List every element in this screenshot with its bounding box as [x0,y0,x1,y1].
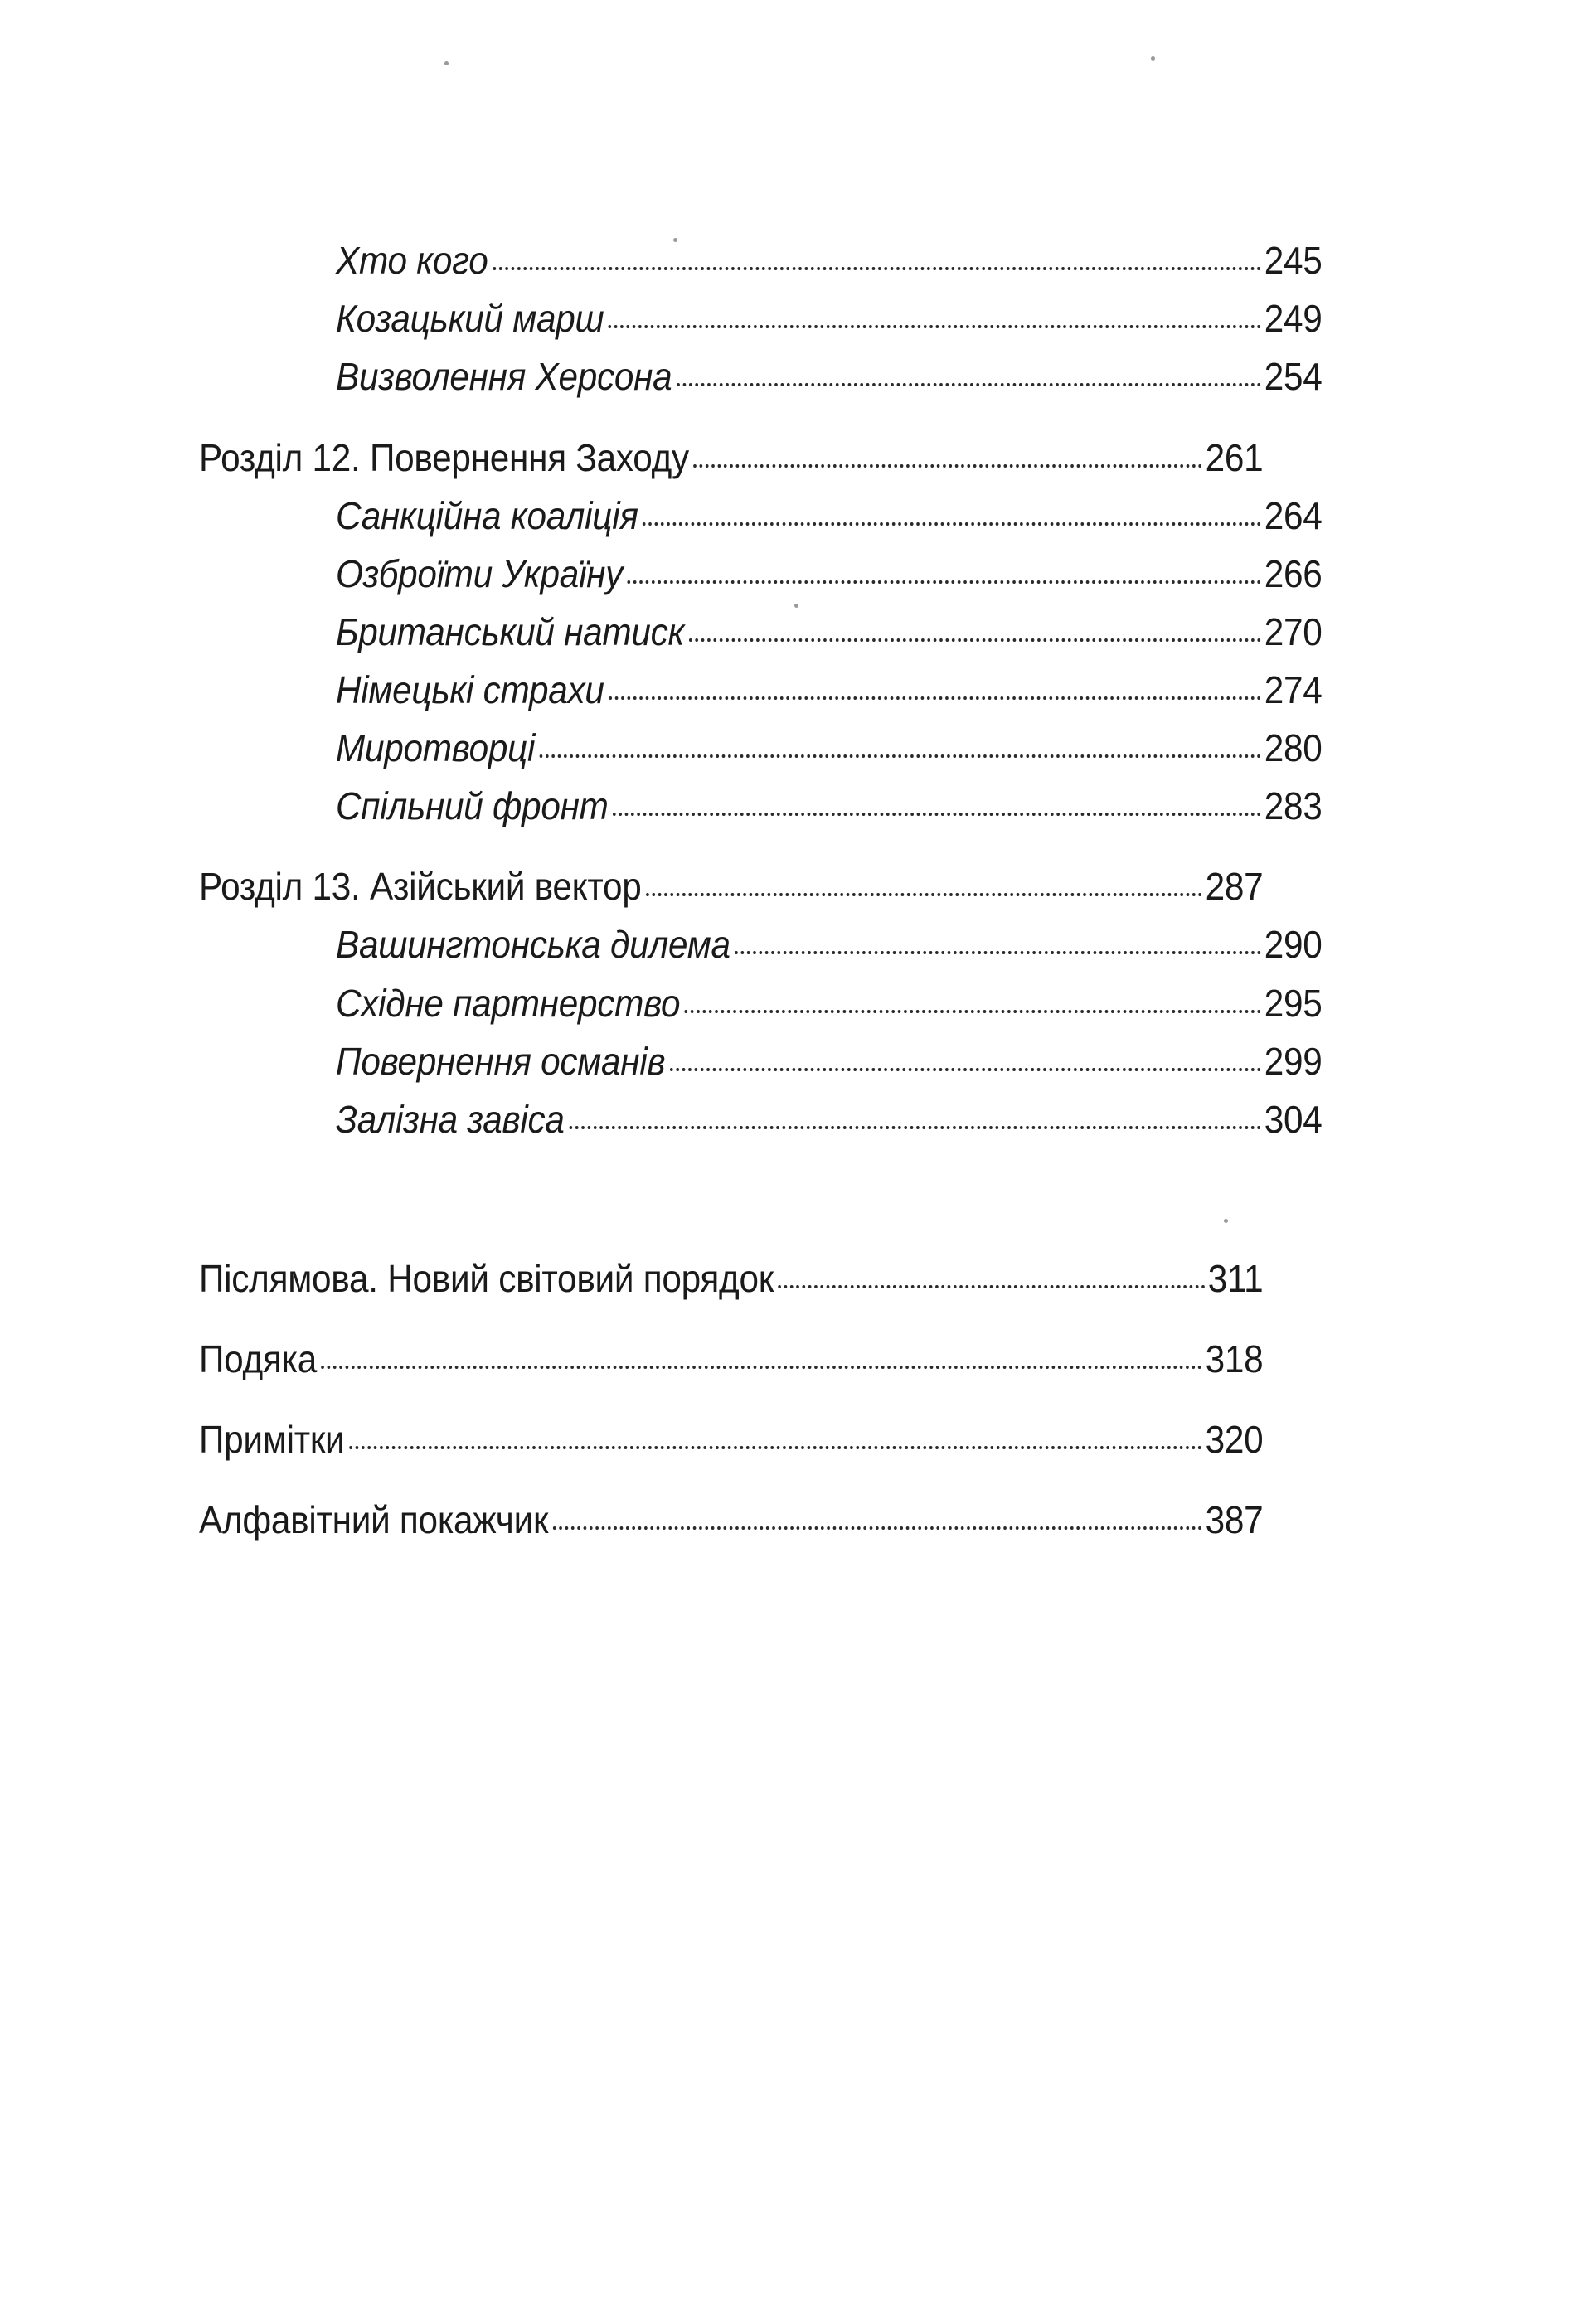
toc-page-number: 299 [1264,1040,1323,1083]
toc-entry-title: Німецькі страхи [336,668,604,711]
toc-chapter-entry [199,434,1263,481]
toc-entry [336,295,1323,342]
toc-entry [336,237,1323,284]
toc-page-number: 280 [1264,726,1323,769]
toc-entry-title: Східне партнерство [336,982,681,1025]
toc-entry-title: Післямова. Новий світовий порядок [199,1257,774,1300]
toc-page-number: 264 [1264,494,1323,537]
toc-page-number: 254 [1264,355,1323,398]
toc-entry-title: Британський натиск [336,610,685,653]
dot-leader [493,260,1261,270]
dot-leader [643,516,1261,526]
toc-entry-title: Алфавітний покажчик [199,1498,549,1541]
toc-page-number: 283 [1264,784,1323,827]
toc-entry-title: Розділ 12. Повернення Заходу [199,436,689,479]
dot-leader [609,690,1261,700]
toc-page-number: 261 [1205,436,1264,479]
toc-entry [336,1096,1323,1143]
toc-page-number: 318 [1205,1337,1264,1380]
dot-leader [613,806,1261,816]
toc-entry-title: Повернення османів [336,1040,666,1083]
scan-speck [444,61,449,65]
scan-speck [1151,56,1155,61]
toc-entry [336,492,1323,539]
dot-leader [685,1003,1261,1013]
toc-entry-title: Примітки [199,1418,345,1461]
toc-page-number: 320 [1205,1418,1264,1461]
toc-entry-title: Хто кого [336,239,488,282]
toc-page-number: 295 [1264,982,1323,1025]
dot-leader [349,1439,1202,1449]
scan-speck [673,238,677,242]
toc-page-number: 387 [1205,1498,1264,1541]
toc-entry-title: Миротворці [336,726,536,769]
toc-page-number: 311 [1207,1257,1264,1300]
toc-page-number: 274 [1264,668,1323,711]
toc-entry [336,609,1323,655]
dot-leader [646,886,1202,896]
toc-page-number: 270 [1264,610,1323,653]
toc-entry [336,921,1323,968]
toc-page-number: 287 [1205,865,1264,908]
dot-leader [609,318,1261,328]
toc-entry-title: Подяка [199,1337,317,1380]
toc-entry [336,667,1323,713]
toc-page-number: 245 [1264,239,1323,282]
toc-entry-title: Розділ 13. Азійський вектор [199,865,642,908]
toc-entry-title: Спільний фронт [336,784,609,827]
dot-leader [321,1359,1201,1369]
dot-leader [569,1119,1261,1129]
toc-entry [336,980,1323,1026]
dot-leader [670,1061,1261,1071]
toc-entry [336,551,1323,597]
toc-entry-title: Козацький марш [336,297,604,340]
dot-leader [689,632,1261,642]
toc-entry-title: Вашингтонська дилема [336,923,730,966]
scan-speck [1224,1219,1228,1223]
toc-page-number: 290 [1264,923,1323,966]
toc-chapter-entry [199,1336,1263,1382]
dot-leader [735,944,1261,954]
toc-page-number: 266 [1264,552,1323,595]
toc-page-number: 304 [1264,1098,1323,1141]
toc-entry [336,1038,1323,1084]
toc-entry-title: Санкційна коаліція [336,494,638,537]
toc-chapter-entry [199,1255,1263,1302]
toc-entry [336,725,1323,771]
toc-entry [336,783,1323,829]
dot-leader [553,1520,1202,1530]
scan-speck [794,604,798,608]
dot-leader [778,1278,1205,1288]
toc-entry [336,353,1323,400]
toc-entry-title: Залізна завіса [336,1098,565,1141]
dot-leader [628,574,1262,584]
toc-chapter-entry [199,1497,1263,1543]
toc-chapter-entry [199,863,1263,910]
toc-entry-title: Озброїти Україну [336,552,624,595]
toc-chapter-entry [199,1416,1263,1463]
dot-leader [677,376,1261,386]
toc-page-number: 249 [1264,297,1323,340]
dot-leader [693,458,1201,468]
dot-leader [540,748,1261,758]
toc-entry-title: Визволення Херсона [336,355,672,398]
